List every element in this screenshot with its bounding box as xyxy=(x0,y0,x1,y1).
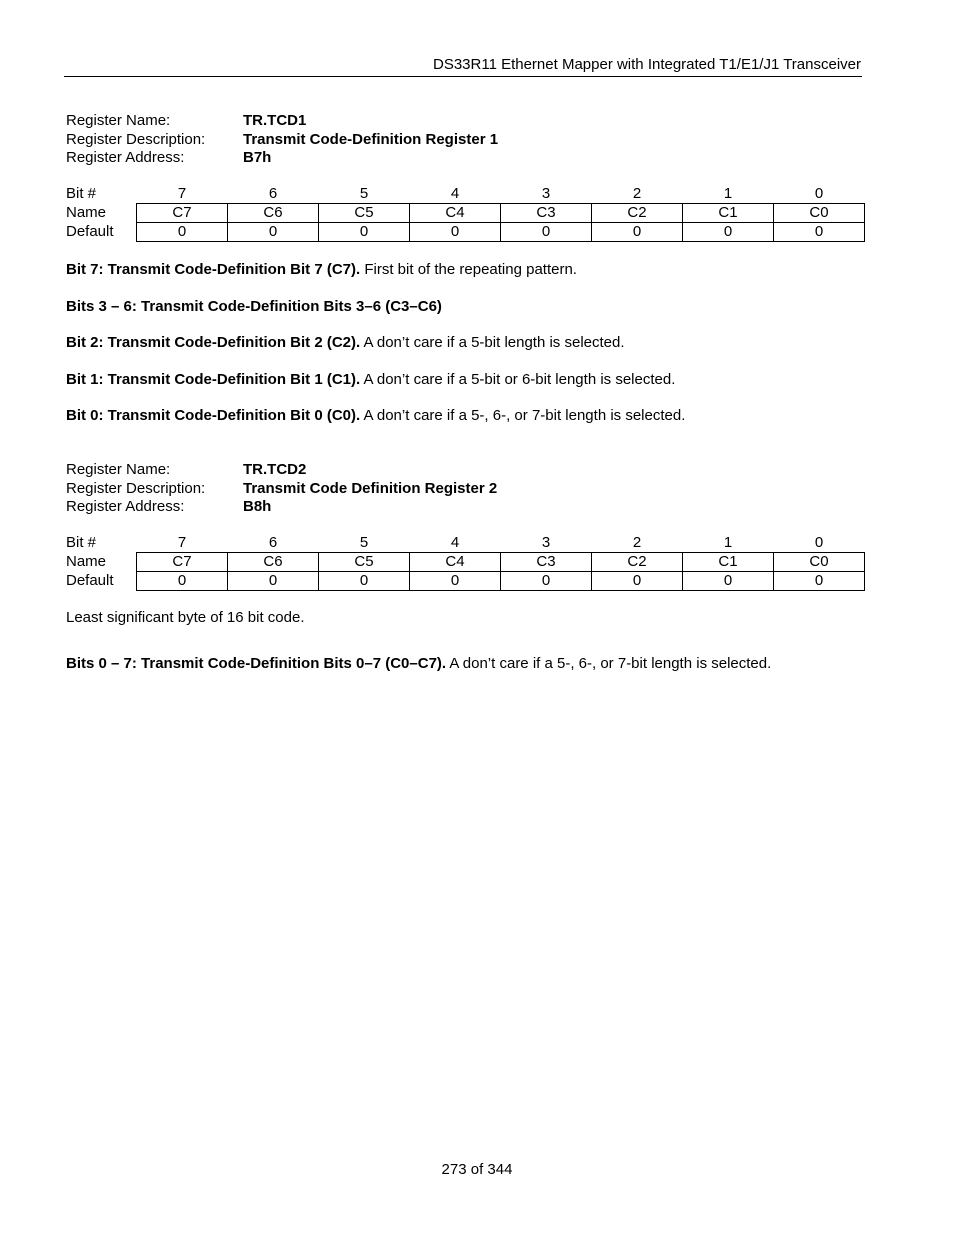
bit-name-cell: C2 xyxy=(592,204,683,223)
register-description-label: Register Description: xyxy=(66,479,206,497)
bit-number: 4 xyxy=(450,534,460,551)
bit-name-row xyxy=(64,553,865,572)
register-address: B8h xyxy=(243,498,272,515)
bit-default-cell: 0 xyxy=(501,572,592,591)
bit-name-cell: C1 xyxy=(683,553,774,572)
bit-number: 1 xyxy=(723,534,733,551)
bit-default-cell: 0 xyxy=(683,572,774,591)
bit-number: 7 xyxy=(177,185,187,202)
bit-default-cell: 0 xyxy=(137,572,228,591)
bit-default-cell: 0 xyxy=(592,572,683,591)
bit-number: 5 xyxy=(359,185,369,202)
page-number: 273 of 344 xyxy=(441,1161,513,1178)
register-address-label: Register Address: xyxy=(66,149,185,166)
bit-name-cell: C6 xyxy=(228,553,319,572)
bit-name-cell: C3 xyxy=(501,553,592,572)
register1-bit-table xyxy=(64,185,865,242)
bit-number-row xyxy=(64,534,865,553)
register-name-label: Register Name: xyxy=(66,112,171,129)
bit-description xyxy=(66,370,675,390)
register-address-label: Register Address: xyxy=(66,498,185,515)
bit-number: 7 xyxy=(177,534,187,551)
register-description-label: Register Description: xyxy=(66,130,206,148)
bit-default-cell: 0 xyxy=(228,223,319,242)
bit-number-row xyxy=(64,185,865,204)
register-description: Transmit Code-Definition Register 1 xyxy=(243,130,499,148)
register-name: TR.TCD2 xyxy=(243,461,307,478)
register2-bit-table xyxy=(64,534,865,591)
bit-description-text: First bit of the repeating pattern. xyxy=(360,261,577,278)
bit-name-cell: C4 xyxy=(410,204,501,223)
header-rule xyxy=(64,76,862,77)
row-label: Default xyxy=(66,572,114,589)
bit-description-text: A don’t care if a 5-, 6-, or 7-bit length is selected. xyxy=(446,655,772,672)
bit-number: 5 xyxy=(359,534,369,551)
bit-number: 6 xyxy=(268,534,278,551)
bit-default-cell: 0 xyxy=(137,223,228,242)
bit-description-text: A don’t care if a 5-bit or 6-bit length is selected. xyxy=(360,371,676,388)
bit-name-cell: C4 xyxy=(410,553,501,572)
bit-description xyxy=(66,654,771,674)
bit-description xyxy=(66,297,442,317)
register2-info xyxy=(66,461,497,517)
bit-default-cell: 0 xyxy=(774,572,865,591)
bit-number: 2 xyxy=(632,185,642,202)
bit-number: 3 xyxy=(541,534,551,551)
bit-default-cell: 0 xyxy=(228,572,319,591)
bit-number: 6 xyxy=(268,185,278,202)
row-label: Bit # xyxy=(66,534,97,552)
bit-description-heading: Bit 0: Transmit Code-Definition Bit 0 (C0). xyxy=(66,407,361,424)
bit-number: 0 xyxy=(814,185,824,202)
register-name-label: Register Name: xyxy=(66,461,171,478)
bit-name-cell: C6 xyxy=(228,204,319,223)
bit-name-cell: C1 xyxy=(683,204,774,223)
page-header: DS33R11 Ethernet Mapper with Integrated T1/E1/J1 Transceiver xyxy=(432,56,861,73)
bit-default-cell: 0 xyxy=(319,223,410,242)
bit-description-heading: Bits 0 – 7: Transmit Code-Definition Bits 0–7 (C0–C7). xyxy=(66,655,447,672)
bit-name-cell: C5 xyxy=(319,204,410,223)
bit-default-row xyxy=(64,572,865,591)
bit-name-cell: C2 xyxy=(592,553,683,572)
bit-description-text: A don’t care if a 5-, 6-, or 7-bit length is selected. xyxy=(360,407,686,424)
bit-description xyxy=(66,333,625,353)
bit-number: 2 xyxy=(632,534,642,551)
bit-description-heading: Bits 3 – 6: Transmit Code-Definition Bits 3–6 (C3–C6) xyxy=(66,298,442,315)
bit-number: 1 xyxy=(723,185,733,202)
bit-default-cell: 0 xyxy=(592,223,683,242)
bit-description-heading: Bit 1: Transmit Code-Definition Bit 1 (C1). xyxy=(66,371,361,388)
bit-description xyxy=(66,406,685,426)
register-address: B7h xyxy=(243,149,272,166)
bit-name-cell: C7 xyxy=(137,553,228,572)
bit-name-cell: C3 xyxy=(501,204,592,223)
bit-default-cell: 0 xyxy=(683,223,774,242)
bit-description-text: A don’t care if a 5-bit length is selected. xyxy=(360,334,625,351)
bit-name-cell: C0 xyxy=(774,553,865,572)
bit-default-cell: 0 xyxy=(410,572,501,591)
row-label: Bit # xyxy=(66,185,97,203)
bit-number: 4 xyxy=(450,185,460,202)
bit-number: 3 xyxy=(541,185,551,202)
bit-default-cell: 0 xyxy=(319,572,410,591)
bit-description-heading: Bit 2: Transmit Code-Definition Bit 2 (C2). xyxy=(66,334,361,351)
register-description: Transmit Code Definition Register 2 xyxy=(243,479,498,497)
bit-default-cell: 0 xyxy=(410,223,501,242)
bit-name-row xyxy=(64,204,865,223)
bit-name-cell: C5 xyxy=(319,553,410,572)
row-label: Name xyxy=(66,204,107,221)
register-note: Least significant byte of 16 bit code. xyxy=(66,609,305,626)
bit-name-cell: C7 xyxy=(137,204,228,223)
bit-description xyxy=(66,260,577,280)
bit-default-cell: 0 xyxy=(501,223,592,242)
bit-default-cell: 0 xyxy=(774,223,865,242)
register1-info xyxy=(66,112,498,168)
row-label: Name xyxy=(66,553,107,570)
row-label: Default xyxy=(66,223,114,240)
bit-default-row xyxy=(64,223,865,242)
bit-description-heading: Bit 7: Transmit Code-Definition Bit 7 (C7). xyxy=(66,261,361,278)
bit-number: 0 xyxy=(814,534,824,551)
register-name: TR.TCD1 xyxy=(243,112,307,129)
bit-name-cell: C0 xyxy=(774,204,865,223)
